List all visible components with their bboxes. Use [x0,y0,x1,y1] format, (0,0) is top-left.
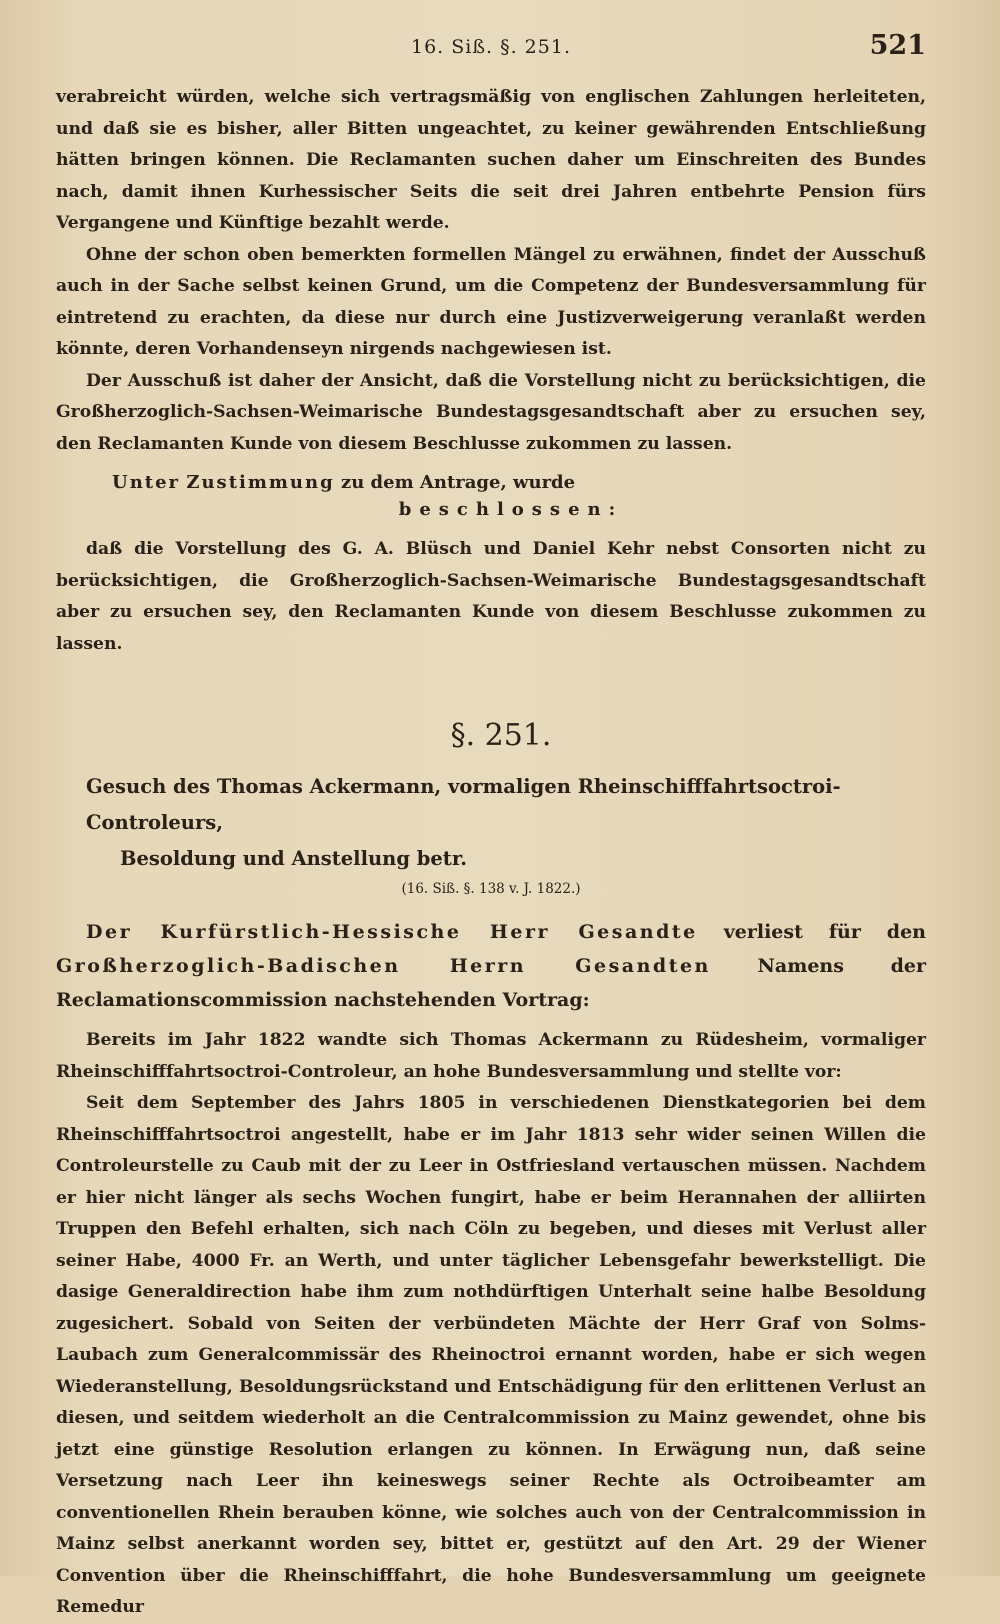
resolution-intro [112,472,926,493]
section-lead [56,915,926,1017]
zustimmung-word: Zustimmung [186,472,335,493]
section-spacer [56,660,926,718]
running-head: 16. Siß. §. 251. [410,36,571,58]
paragraph-committee-finding: Ohne der schon oben bemerkten formellen Mängel zu erwähnen, findet der Ausschuß auch in der Sache selbst keinen Grund, um die Competenz der Bundesversammlung für eintretend zu erachten, da diese nur durch eine Justizverweigerung veranlaßt werden könnte, deren Vorhandenseyn nirgends nachgewiesen ist. [56,244,926,359]
page-number: 521 [869,30,926,61]
resolution-text: daß die Vorstellung des G. A. Blüsch und Daniel Kehr nebst Consorten nicht zu berücksichtigen, die Großherzoglich-Sachsen-Weimarische Bundestagsgesandtschaft aber zu ersuchen sey, den Reclamanten Kunde von diesem Beschlusse zukommen zu lassen. [56,539,926,654]
lead-verb: verliest für den [723,921,926,943]
paragraph-continuation: verabreicht würden, welche sich vertragsmäßig von englischen Zahlungen herleiteten, und daß sie es bisher, aller Bitten ungeachtet, zu keiner gewährenden Entschließung hätten bringen können. Die Reclamanten suchen daher um Einschreiten des Bundes nach, damit ihnen Kurhessischer Seits die seit drei Jahren entbehrte Pension fürs Vergangene und Künftige bezahlt werde. [56,87,926,233]
beschlossen-heading: beschlossen: [398,499,624,520]
section-number: §. 251. [450,718,552,753]
paragraph-petition-intro: Bereits im Jahr 1822 wandte sich Thomas Ackermann zu Rüdesheim, vormaliger Rheinschifffahrtsoctroi-Controleur, an hohe Bundesversammlung und stellte vor: [56,1030,926,1082]
lead-envoy-2: Großherzoglich-Badischen Herrn Gesandten [56,955,711,977]
section-title-line-2: Besoldung und Anstellung betr. [120,847,468,870]
lead-end: Namens der Reclamationscommission nachstehenden Vortrag: [56,955,926,1011]
section-reference: (16. Siß. §. 138 v. J. 1822.) [401,881,581,897]
paragraph-committee-opinion: Der Ausschuß ist daher der Ansicht, daß die Vorstellung nicht zu berücksichtigen, die Großherzoglich-Sachsen-Weimarische Bundestagsgesandtschaft aber zu ersuchen sey, den Reclamanten Kunde von diesem Beschlusse zukommen zu lassen. [56,370,926,454]
resolution-intro-rest: zu dem Antrage, wurde [340,472,576,493]
section-title-line-1: Gesuch des Thomas Ackermann, vormaligen Rheinschifffahrtsoctroi-Controleurs, [86,775,841,834]
paragraph-petition-body: Seit dem September des Jahrs 1805 in verschiedenen Dienstkategorien bei dem Rheinschifffahrtsoctroi angestellt, habe er im Jahr 1813 sehr wider seinen Willen die Controleurstelle zu Caub mit der zu Leer in Ostfriesland vertauschen müssen. Nachdem er hier nicht länger als sechs Wochen fungirt, habe er beim Herannahen der alliirten Truppen den Befehl erhalten, sich nach Cöln zu begeben, und dieses mit Verlust aller seiner Habe, 4000 Fr. an Werth, und unter täglicher Lebensgefahr bewerkstelligt. Die dasige Generaldirection habe ihm zum nothdürftigen Unterhalt seine halbe Besoldung zugesichert. Sobald von Seiten der verbündeten Mächte der Herr Graf von Solms-Laubach zum Generalcommissär des Rheinoctroi ernannt worden, habe er sich wegen Wiederanstellung, Besoldungsrückstand und Entschädigung für den erlittenen Verlust an diesen, und seitdem wiederholt an die Centralcommission zu Mainz gewendet, ohne bis jetzt eine günstige Resolution erlangen zu können. In Erwägung nun, daß seine Versetzung nach Leer ihn keineswegs seiner Rechte als Octroibeamter am conventionellen Rhein berauben könne, wie solches auch von der Centralcommission in Mainz selbst anerkannt worden sey, bittet er, gestützt auf den Art. 29 der Wiener Convention über die Rheinschifffahrt, die hohe Bundesversammlung um geeignete Remedur [56,1093,926,1617]
page-header [56,28,926,82]
unter-word: Unter [112,472,181,493]
lead-envoy: Der Kurfürstlich-Hessische Herr Gesandte [86,921,698,943]
